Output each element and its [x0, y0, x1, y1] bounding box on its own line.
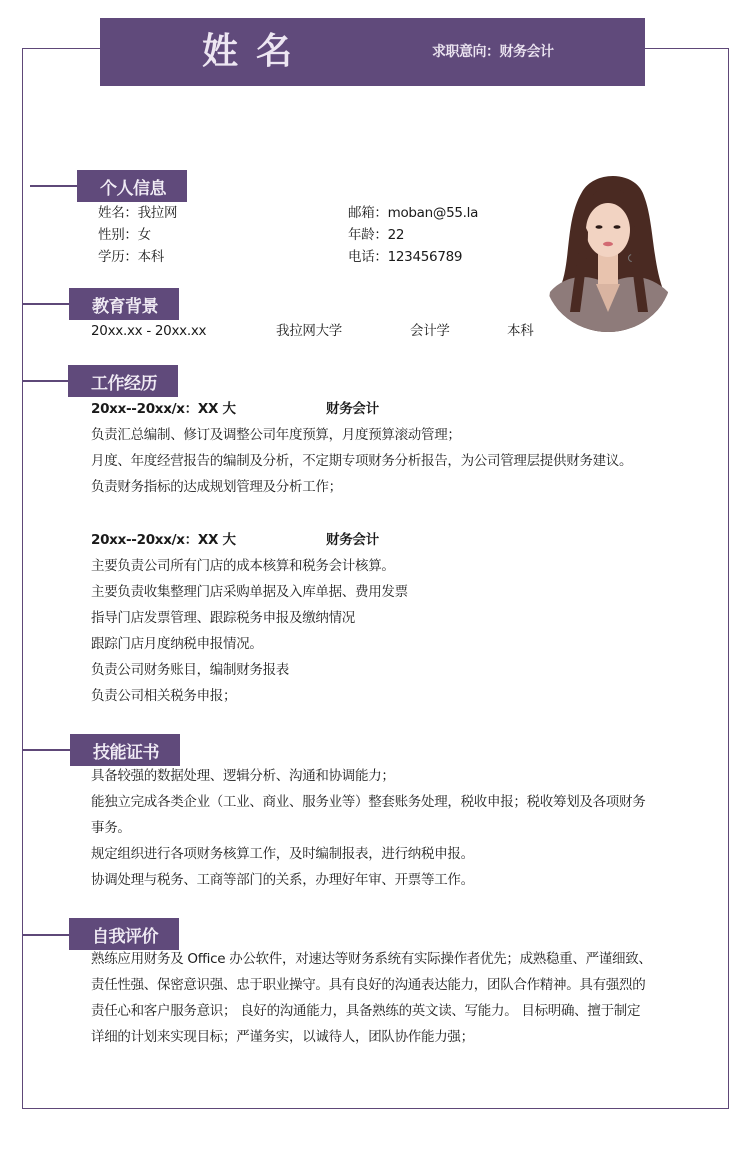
job-1-duty: 月度、年度经营报告的编制及分析，不定期专项财务分析报告，为公司管理层提供财务建议。: [91, 453, 633, 469]
skill-line: 事务。: [91, 820, 131, 836]
job-1-duties: [91, 422, 632, 500]
personal-gender: 性别：女: [98, 227, 151, 243]
resume-name: 姓名: [202, 31, 311, 72]
job-2-duty: 指导门店发票管理、跟踪税务申报及缴纳情况: [91, 610, 355, 626]
section-header-education: 教育背景: [69, 288, 179, 320]
self-eval-line: 详细的计划来实现目标；严谨务实，以诚待人，团队协作能力强；: [91, 1029, 474, 1045]
job-1-duty: 负责汇总编制、修订及调整公司年度预算，月度预算滚动管理；: [91, 427, 461, 443]
job-2-duty: 主要负责公司所有门店的成本核算和税务会计核算。: [91, 558, 395, 574]
section-connector-line: [22, 934, 72, 936]
education-school: 我拉网大学: [276, 323, 342, 339]
personal-age: 年龄：22: [348, 227, 405, 243]
skill-line: 具备较强的数据处理、逻辑分析、沟通和协调能力；: [91, 768, 395, 784]
job-2-period-company: 20xx--20xx/x：XX 大: [91, 532, 236, 548]
section-header-skills: 技能证书: [70, 734, 180, 766]
job-2-duties: [91, 553, 408, 709]
job-2-duty: 负责公司相关税务申报；: [91, 688, 237, 704]
header-banner: [100, 18, 645, 86]
profile-photo: [544, 172, 672, 332]
education-major: 会计学: [410, 323, 450, 339]
section-connector-line: [22, 380, 72, 382]
section-header-personal: 个人信息: [77, 170, 187, 202]
personal-email: 邮箱：moban@55.la: [348, 205, 479, 221]
job-2-duty: 主要负责收集整理门店采购单据及入库单据、费用发票: [91, 584, 408, 600]
job-1-period-company: 20xx--20xx/x：XX 大: [91, 401, 236, 417]
job-2-position: 财务会计: [326, 532, 379, 548]
self-eval-line: 责任性强、保密意识强、忠于职业操守。具有良好的沟通表达能力，团队合作精神。具有强烈的: [91, 977, 646, 993]
self-eval-line: 责任心和客户服务意识； 良好的沟通能力，具备熟练的英文读、写能力。 目标明确、擅于制定: [91, 1003, 641, 1019]
personal-education: 学历：本科: [98, 249, 164, 265]
self-eval-text: [91, 946, 652, 1050]
section-header-work: 工作经历: [68, 365, 178, 397]
section-header-self-eval: 自我评价: [69, 918, 179, 950]
portrait-icon: [544, 172, 672, 332]
education-period: 20xx.xx - 20xx.xx: [91, 323, 207, 339]
job-intent: 求职意向：财务会计: [432, 44, 554, 60]
section-connector-line: [22, 303, 72, 305]
job-1-duty: 负责财务指标的达成规划管理及分析工作；: [91, 479, 342, 495]
self-eval-line: 熟练应用财务及 Office 办公软件，对速达等财务系统有实际操作者优先；成熟稳重、严谨细致、: [91, 951, 652, 967]
personal-name: 姓名：我拉网: [98, 205, 178, 221]
job-2-duty: 负责公司财务账目，编制财务报表: [91, 662, 289, 678]
skill-line: 协调处理与税务、工商等部门的关系，办理好年审、开票等工作。: [91, 872, 474, 888]
job-1-position: 财务会计: [326, 401, 379, 417]
section-connector-line: [30, 185, 80, 187]
personal-phone: 电话：123456789: [348, 249, 463, 265]
education-degree: 本科: [507, 323, 534, 339]
skill-line: 规定组织进行各项财务核算工作，及时编制报表，进行纳税申报。: [91, 846, 474, 862]
skills-list: [91, 763, 645, 893]
skill-line: 能独立完成各类企业（工业、商业、服务业等）整套账务处理，税收申报；税收筹划及各项财务: [91, 794, 646, 810]
section-connector-line: [22, 749, 74, 751]
job-2-duty: 跟踪门店月度纳税申报情况。: [91, 636, 263, 652]
